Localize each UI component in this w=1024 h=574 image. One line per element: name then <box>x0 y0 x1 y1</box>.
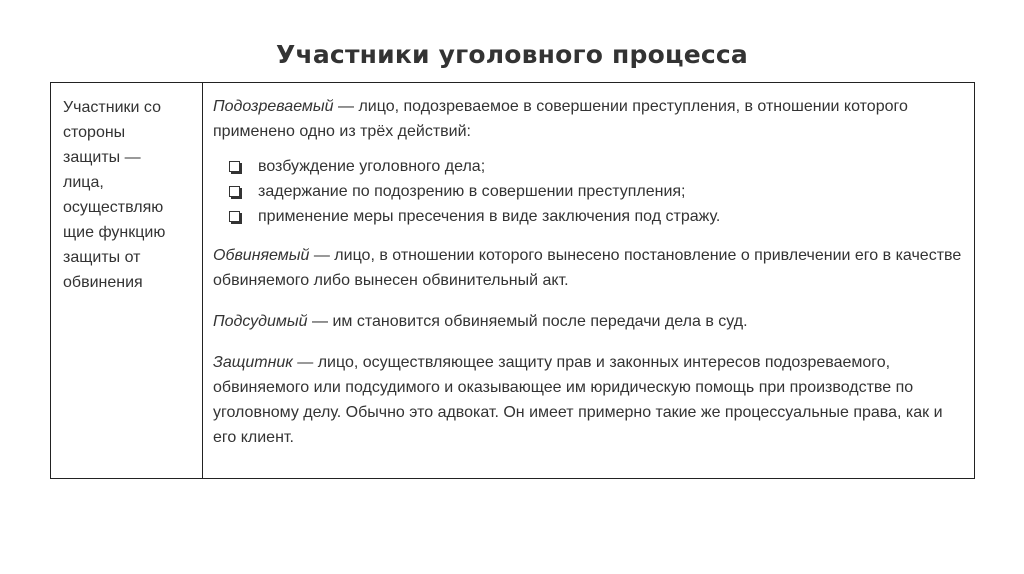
left-line: лица, <box>63 174 104 191</box>
list-item-text: задержание по подозрению в совершении преступления; <box>258 183 686 200</box>
defense-side-cell <box>51 83 203 478</box>
defender-paragraph <box>213 350 964 450</box>
list-item <box>229 179 964 204</box>
accused-paragraph <box>213 243 964 293</box>
left-line: стороны <box>63 124 126 141</box>
actions-list <box>213 154 964 229</box>
suspect-text: — лицо, подозреваемое в совершении преступления, в отношении которого применено одно из трёх действий: <box>213 98 908 140</box>
left-line: защиты — <box>63 149 141 166</box>
page-title: Участники уголовного процесса <box>276 40 748 69</box>
defender-term: Защитник <box>213 354 293 371</box>
checkbox-bullet-icon <box>229 161 240 172</box>
left-line: обвинения <box>63 274 143 291</box>
list-item <box>229 154 964 179</box>
suspect-term: Подозреваемый <box>213 98 334 115</box>
defendant-paragraph <box>213 309 964 334</box>
left-line: щие функцию <box>63 224 166 241</box>
list-item-text: возбуждение уголовного дела; <box>258 158 486 175</box>
left-line: Участники со <box>63 99 161 116</box>
checkbox-bullet-icon <box>229 186 240 197</box>
defendant-text: — им становится обвиняемый после передачи дела в суд. <box>307 313 748 330</box>
list-item-text: применение меры пресечения в виде заключения под стражу. <box>258 208 721 225</box>
defendant-term: Подсудимый <box>213 313 308 330</box>
participants-table <box>50 82 975 479</box>
list-item <box>229 204 964 229</box>
defender-text: — лицо, осуществляющее защиту прав и законных интересов подозреваемого, обвиняемого или подсудимого и оказывающее им юридическую помощь при производстве по уголовному делу. Обычно это адвокат. Он имеет примерно такие же процессуальные права, как и его клиент. <box>213 354 943 446</box>
left-line: осуществляю <box>63 199 164 216</box>
suspect-paragraph <box>213 94 964 144</box>
accused-term: Обвиняемый <box>213 247 310 264</box>
checkbox-bullet-icon <box>229 211 240 222</box>
definitions-cell <box>203 83 974 478</box>
left-line: защиты от <box>63 249 141 266</box>
accused-text: — лицо, в отношении которого вынесено постановление о привлечении его в качестве обвиняемого либо вынесен обвинительный акт. <box>213 247 962 289</box>
